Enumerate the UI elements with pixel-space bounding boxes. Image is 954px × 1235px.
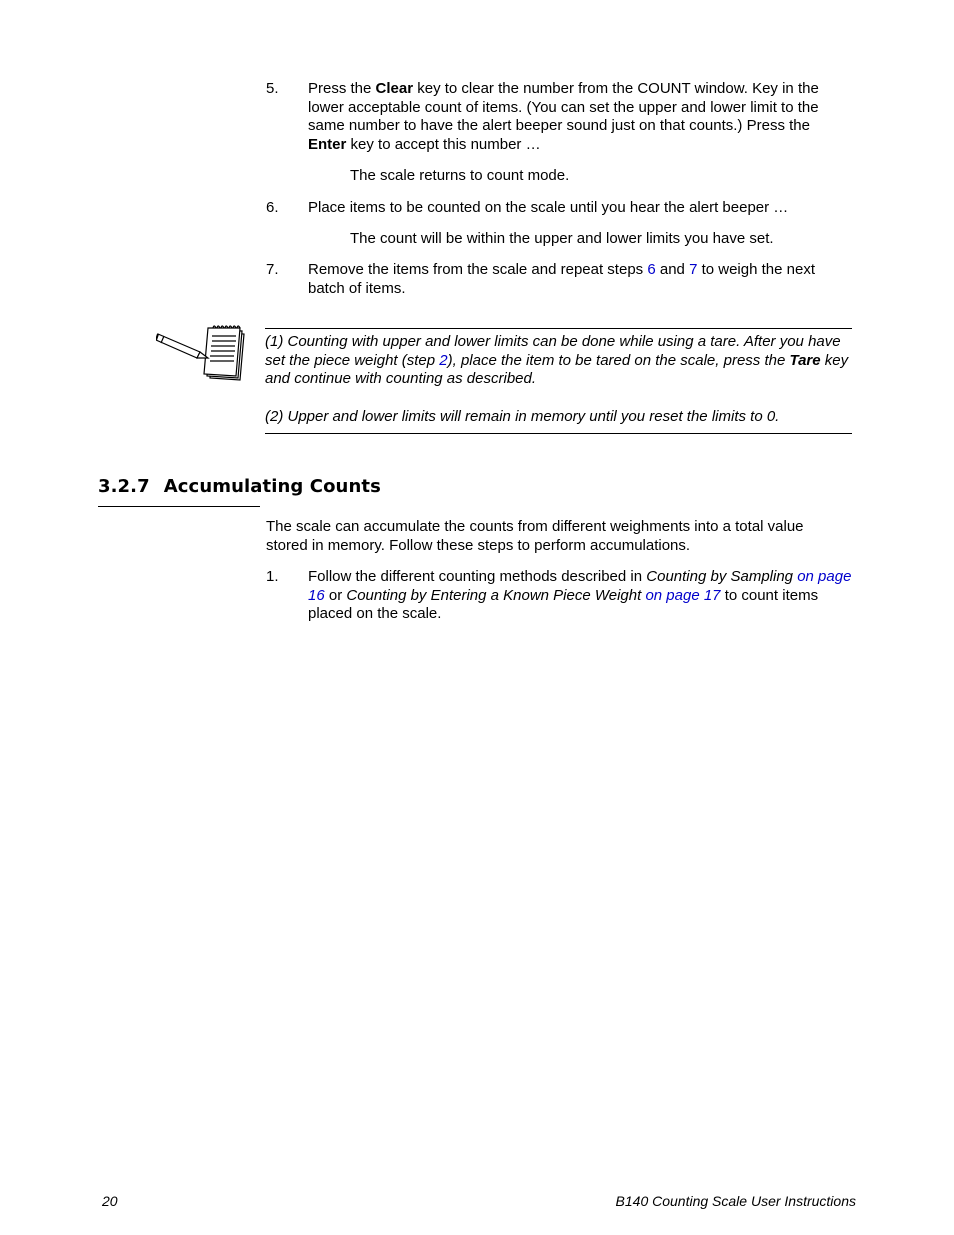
step-6-link[interactable]: 6 [647, 261, 656, 278]
step-number: 6. [266, 199, 279, 216]
step-5-result: The scale returns to count mode. [350, 167, 570, 184]
note-pad-pencil-icon [156, 322, 248, 384]
heading-rule [98, 506, 260, 507]
step-text: Place items to be counted on the scale until you hear the alert beeper … [308, 199, 789, 216]
page-number: 20 [102, 1193, 118, 1209]
note-paragraph-2: (2) Upper and lower limits will remain in memory until you reset the limits to 0. [265, 408, 780, 425]
step-text: Press the Clear key to clear the number from the COUNT window. Key in the lower acceptable count of items. (You can set the upper and lower limit to the same number to have the alert beeper sound just on that counts.) Press the Enter key to accept this number … [308, 80, 819, 153]
ref-counting-by-sampling: Counting by Sampling [646, 568, 794, 585]
clear-key: Clear [375, 80, 414, 97]
page-17-link[interactable]: on page 17 [645, 586, 721, 604]
step-number: 5. [266, 80, 279, 97]
step-text: Follow the different counting methods described in Counting by Sampling on page 16 or Counting by Entering a Known Piece Weight on page 17 to count items placed on the scale. [308, 568, 852, 622]
ref-known-piece-weight: Counting by Entering a Known Piece Weight [346, 586, 642, 604]
step-7-link[interactable]: 7 [689, 261, 698, 278]
step-2-link[interactable]: 2 [439, 351, 448, 369]
step-6-result: The count will be within the upper and lower limits you have set. [350, 230, 774, 247]
section-intro: The scale can accumulate the counts from different weighments into a total value stored in memory. Follow these steps to perform accumulations. [266, 518, 804, 554]
note-box [265, 328, 852, 434]
section-number: 3.2.7 [98, 476, 150, 497]
section-title: Accumulating Counts [163, 476, 381, 497]
tare-key: Tare [789, 351, 821, 369]
enter-key: Enter [308, 135, 347, 153]
step-number: 1. [266, 568, 279, 585]
section-heading [98, 478, 381, 497]
note-paragraph-1: (1) Counting with upper and lower limits can be done while using a tare. After you have set the piece weight (step 2), place the item to be tared on the scale, press the Tare key and continue with counting as described. [265, 333, 849, 387]
step-text: Remove the items from the scale and repeat steps 6 and 7 to weigh the next batch of items. [308, 261, 815, 297]
page-16-link[interactable]: on page 16 [308, 568, 852, 604]
footer-doc-title: B140 Counting Scale User Instructions [615, 1193, 856, 1209]
step-number: 7. [266, 261, 279, 278]
